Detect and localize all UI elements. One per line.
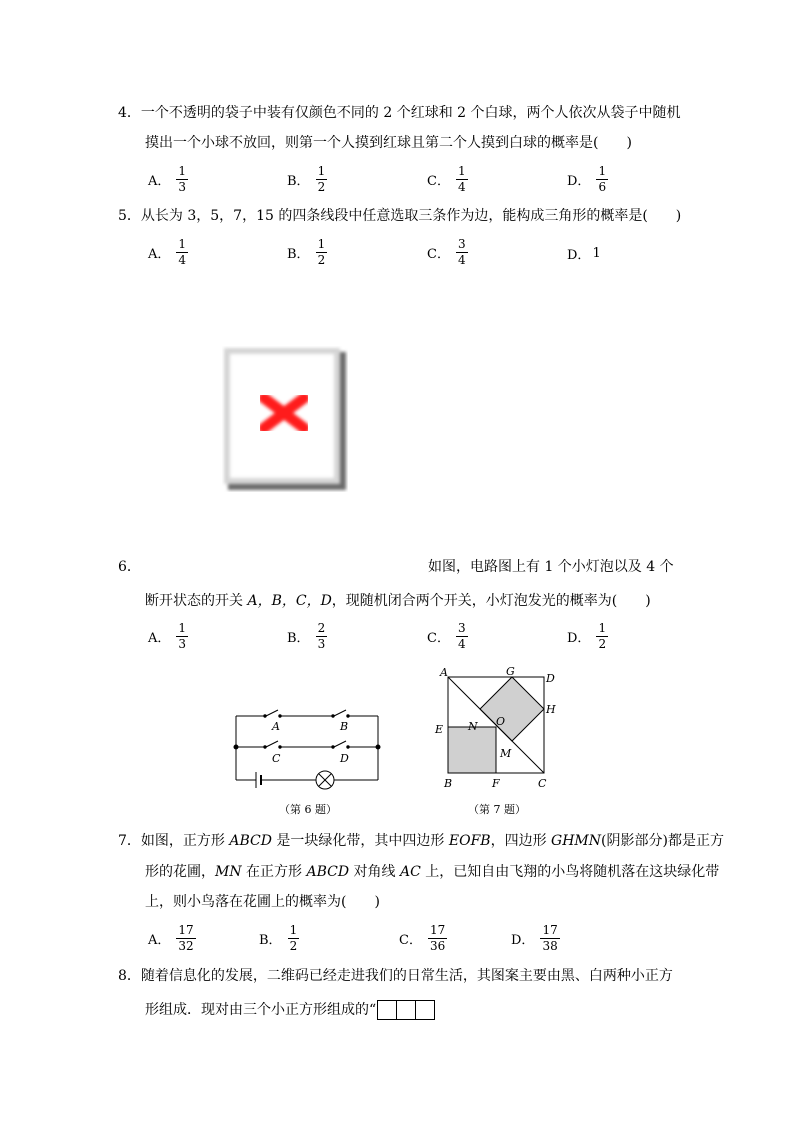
q6-option-d[interactable]: D． $\frac{1}{2}$ (567, 621, 607, 651)
vertex-e-label: E (435, 723, 444, 736)
square-garden-diagram (432, 665, 562, 793)
switch-d-label: D (340, 752, 349, 765)
q7-option-d[interactable]: D． $\frac{17}{38}$ (511, 923, 558, 953)
q5-option-a[interactable]: A． $\frac{1}{4}$ (148, 237, 187, 267)
fraction: $\frac{17}{32}$ (178, 923, 194, 953)
q4-line1: 4．一个不透明的袋子中装有仅颜色不同的 2 个红球和 2 个白球，两个人依次从袋子中随机 (118, 105, 681, 121)
q8-line1: 8．随着信息化的发展，二维码已经走进我们的日常生活，其图案主要由黑、白两种小正方 (118, 968, 673, 984)
fraction: $\frac{1}{2}$ (289, 923, 298, 953)
q5-option-c[interactable]: C． $\frac{3}{4}$ (427, 237, 466, 267)
q6-option-a[interactable]: A． $\frac{1}{3}$ (148, 621, 187, 651)
fraction: $\frac{1}{2}$ (317, 237, 326, 267)
q7-option-a[interactable]: A． $\frac{17}{32}$ (148, 923, 194, 953)
fig7-caption: （第 7 题） (468, 803, 526, 816)
vertex-h-label: H (546, 703, 556, 716)
q4-option-d[interactable]: D． $\frac{1}{6}$ (567, 164, 607, 194)
q8-line2: 形组成．现对由三个小正方形组成的“ (145, 1000, 435, 1020)
fraction: $\frac{1}{3}$ (178, 621, 187, 651)
vertex-n-label: N (468, 720, 478, 733)
q7-option-b[interactable]: B． $\frac{1}{2}$ (259, 923, 298, 953)
fraction: $\frac{2}{3}$ (317, 621, 326, 651)
q4-option-a[interactable]: A． $\frac{1}{3}$ (148, 164, 187, 194)
switch-a-label: A (272, 720, 280, 733)
q4-option-c[interactable]: C． $\frac{1}{4}$ (427, 164, 466, 194)
vertex-g-label: G (506, 665, 515, 678)
circuit-diagram (226, 700, 386, 800)
vertex-b-label: B (444, 777, 453, 790)
vertex-a-label: A (440, 666, 448, 679)
fraction: $\frac{1}{6}$ (598, 164, 607, 194)
fraction: $\frac{17}{38}$ (542, 923, 558, 953)
q5-option-d[interactable]: D． 1 (567, 246, 601, 263)
fraction: $\frac{3}{4}$ (457, 621, 466, 651)
fig6-caption: （第 6 题） (279, 803, 337, 816)
vertex-c-label: C (538, 777, 547, 790)
switch-b-label: B (340, 720, 349, 733)
q7-line1: 7．如图，正方形 ABCD 是一块绿化带，其中四边形 EOFB，四边形 GHMN(阴影部分)都是正方 (118, 833, 724, 849)
q6-option-b[interactable]: B． $\frac{2}{3}$ (287, 621, 326, 651)
vertex-d-label: D (546, 672, 555, 685)
vertex-o-label: O (496, 715, 506, 728)
q4-option-b[interactable]: B． $\frac{1}{2}$ (287, 164, 326, 194)
q7-line2: 形的花圃，MN 在正方形 ABCD 对角线 AC 上，已知自由飞翔的小鸟将随机落在这块绿化带 (145, 864, 720, 880)
fraction: $\frac{1}{3}$ (178, 164, 187, 194)
fraction: $\frac{1}{2}$ (598, 621, 607, 651)
vertex-m-label: M (500, 747, 512, 760)
q5-line1: 5．从长为 3，5，7，15 的四条线段中任意选取三条作为边，能构成三角形的概率是( ) (118, 208, 682, 224)
q4-line2: 摸出一个小球不放回，则第一个人摸到红球且第二个人摸到白球的概率是( ) (145, 135, 632, 151)
q6-line1: 如图，电路图上有 1 个小灯泡以及 4 个 (428, 559, 674, 575)
fraction: $\frac{1}{2}$ (317, 164, 326, 194)
q7-line3: 上，则小鸟落在花圃上的概率为( ) (145, 894, 380, 910)
q7-option-c[interactable]: C． $\frac{17}{36}$ (399, 923, 446, 953)
q6-number: 6． (118, 559, 141, 575)
q6-option-c[interactable]: C． $\frac{3}{4}$ (427, 621, 466, 651)
fraction: $\frac{1}{4}$ (457, 164, 466, 194)
switch-c-label: C (272, 752, 281, 765)
q6-line2: 断开状态的开关 A，B，C，D，现随机闭合两个开关，小灯泡发光的概率为( ) (145, 593, 651, 609)
q5-option-b[interactable]: B． $\frac{1}{2}$ (287, 237, 326, 267)
fraction: $\frac{1}{4}$ (178, 237, 187, 267)
broken-image-icon (222, 346, 348, 492)
vertex-f-label: F (492, 777, 500, 790)
three-squares-figure (378, 1000, 435, 1020)
fraction: $\frac{3}{4}$ (457, 237, 466, 267)
fraction: $\frac{17}{36}$ (429, 923, 446, 953)
